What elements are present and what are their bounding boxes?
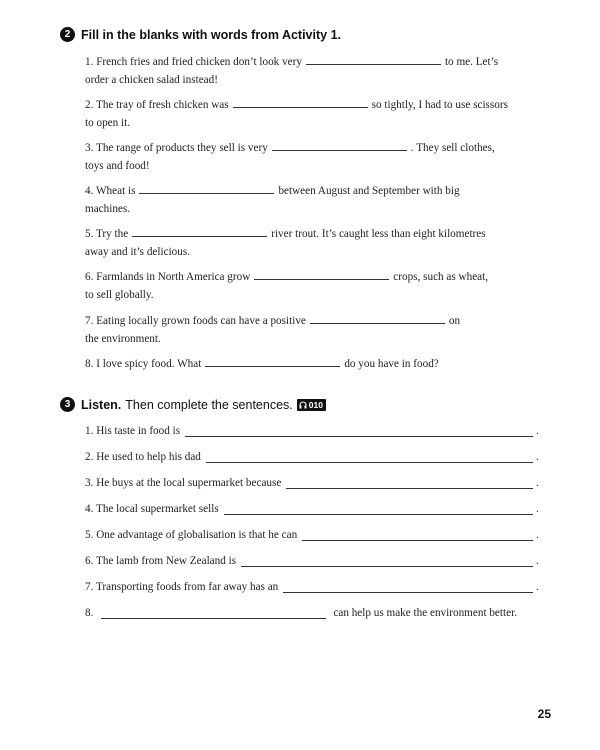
item-text: do you have in food? bbox=[344, 358, 439, 370]
item-text-continued: to open it. bbox=[85, 117, 131, 129]
item-text-continued: machines. bbox=[85, 203, 131, 215]
item-text: 1. His taste in food is bbox=[85, 425, 181, 437]
audio-track-number: 010 bbox=[308, 399, 323, 410]
item-period: . bbox=[536, 529, 539, 541]
answer-blank[interactable] bbox=[310, 312, 445, 324]
item-text: . They sell clothes, bbox=[410, 142, 495, 154]
exercise-item-8 bbox=[85, 355, 545, 373]
listening-item-5 bbox=[85, 526, 540, 544]
item-number: 8. bbox=[85, 607, 94, 619]
item-text: 4. The local supermarket sells bbox=[85, 503, 219, 515]
item-text: between August and September with big bbox=[278, 185, 460, 197]
answer-line[interactable] bbox=[206, 450, 533, 463]
answer-blank[interactable] bbox=[272, 139, 407, 151]
item-text: river trout. It’s caught less than eight kilometres bbox=[271, 228, 486, 240]
section-title: Then complete the sentences. bbox=[125, 397, 293, 412]
item-period: . bbox=[536, 555, 539, 567]
answer-line[interactable] bbox=[101, 606, 326, 619]
exercise-item-3 bbox=[85, 139, 545, 175]
page-number: 25 bbox=[537, 707, 551, 721]
item-period: . bbox=[536, 451, 539, 463]
item-text: 1. French fries and fried chicken don’t look very bbox=[85, 56, 302, 68]
exercise-item-5 bbox=[85, 225, 545, 261]
item-text-continued: the environment. bbox=[85, 333, 161, 345]
item-text: 2. He used to help his dad bbox=[85, 451, 201, 463]
section-title-bold: Listen. bbox=[81, 397, 122, 412]
exercise-item-2 bbox=[85, 96, 545, 132]
section-number-badge: 3 bbox=[60, 397, 75, 412]
exercise-item-4 bbox=[85, 182, 545, 218]
item-text: 6. The lamb from New Zealand is bbox=[85, 555, 237, 567]
answer-line[interactable] bbox=[283, 580, 533, 593]
section-title: Fill in the blanks with words from Activity 1. bbox=[81, 27, 341, 42]
listening-item-7 bbox=[85, 578, 540, 596]
answer-blank[interactable] bbox=[306, 53, 441, 65]
audio-track-badge[interactable] bbox=[297, 399, 326, 411]
answer-blank[interactable] bbox=[139, 182, 274, 194]
answer-line[interactable] bbox=[185, 424, 533, 437]
answer-blank[interactable] bbox=[254, 268, 389, 280]
item-text-continued: away and it’s delicious. bbox=[85, 246, 191, 258]
listening-item-2 bbox=[85, 448, 540, 466]
item-text: so tightly, I had to use scissors bbox=[371, 99, 508, 111]
answer-blank[interactable] bbox=[233, 96, 368, 108]
item-text: to me. Let’s bbox=[444, 56, 499, 68]
answer-line[interactable] bbox=[302, 528, 533, 541]
item-period: . bbox=[536, 425, 539, 437]
exercise-item-1 bbox=[85, 53, 545, 89]
exercise-item-7 bbox=[85, 312, 545, 348]
item-period: . bbox=[536, 477, 539, 489]
exercise-item-6 bbox=[85, 268, 545, 304]
answer-blank[interactable] bbox=[205, 355, 340, 367]
item-text-continued: toys and food! bbox=[85, 160, 150, 172]
listening-item-4 bbox=[85, 500, 540, 518]
answer-line[interactable] bbox=[224, 502, 533, 515]
answer-blank[interactable] bbox=[132, 225, 267, 237]
item-text: can help us make the environment better. bbox=[333, 607, 517, 619]
listening-item-8 bbox=[85, 604, 540, 622]
item-text-continued: to sell globally. bbox=[85, 289, 154, 301]
item-text: 2. The tray of fresh chicken was bbox=[85, 99, 229, 111]
item-text: 5. One advantage of globalisation is that he can bbox=[85, 529, 298, 541]
item-text-continued: order a chicken salad instead! bbox=[85, 74, 218, 86]
item-text: 5. Try the bbox=[85, 228, 129, 240]
item-text: 6. Farmlands in North America grow bbox=[85, 271, 251, 283]
item-text: on bbox=[448, 315, 461, 327]
item-text: 4. Wheat is bbox=[85, 185, 136, 197]
listening-item-1 bbox=[85, 422, 540, 440]
item-text: crops, such as wheat, bbox=[393, 271, 489, 283]
item-period: . bbox=[536, 581, 539, 593]
item-text: 3. The range of products they sell is very bbox=[85, 142, 268, 154]
item-text: 7. Transporting foods from far away has an bbox=[85, 581, 279, 593]
item-text: 8. I love spicy food. What bbox=[85, 358, 202, 370]
headphones-icon bbox=[299, 401, 307, 409]
section-number-badge: 2 bbox=[60, 27, 75, 42]
answer-line[interactable] bbox=[241, 554, 533, 567]
listening-item-3 bbox=[85, 474, 540, 492]
item-period: . bbox=[536, 503, 539, 515]
item-text: 3. He buys at the local supermarket because bbox=[85, 477, 282, 489]
section-2-header bbox=[60, 27, 345, 42]
listening-item-6 bbox=[85, 552, 540, 570]
section-3-header bbox=[60, 397, 326, 412]
item-text: 7. Eating locally grown foods can have a positive bbox=[85, 315, 306, 327]
answer-line[interactable] bbox=[286, 476, 533, 489]
